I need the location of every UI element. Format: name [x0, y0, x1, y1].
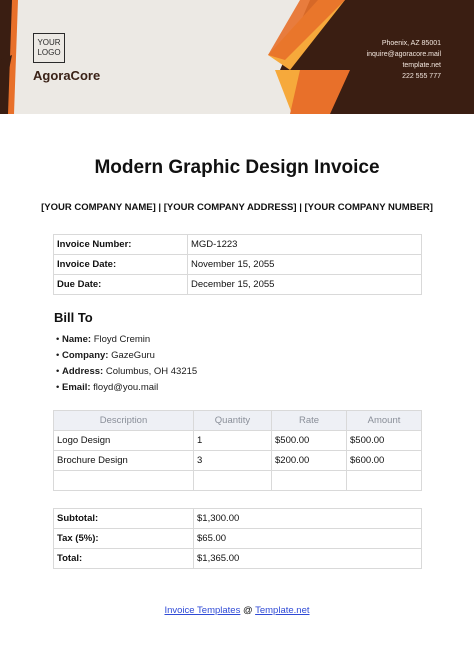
- table-row: [54, 529, 422, 549]
- company-line: [YOUR COMPANY NAME] | [YOUR COMPANY ADDRESS] | [YOUR COMPANY NUMBER]: [41, 202, 433, 213]
- contact-info: [367, 38, 441, 82]
- bill-value: floyd@you.mail: [93, 382, 159, 393]
- table-row: [54, 255, 422, 275]
- invoice-header: [0, 0, 474, 114]
- table-row: [54, 235, 422, 255]
- table-row: [54, 451, 422, 471]
- list-item: • Company: GazeGuru: [56, 350, 155, 361]
- table-row: [54, 471, 422, 491]
- brand-name: AgoraCore: [33, 68, 101, 83]
- line-items-table: [53, 410, 422, 491]
- totals-table: [53, 508, 422, 569]
- info-label: Due Date:: [54, 275, 188, 295]
- contact-email: inquire@agoracore.mail: [366, 51, 441, 58]
- item-quantity: 3: [194, 451, 272, 471]
- item-description: [54, 471, 194, 491]
- contact-website: template.net: [402, 62, 441, 69]
- bill-to-heading: Bill To: [54, 310, 93, 325]
- totals-label: Total:: [54, 549, 194, 569]
- table-row: [54, 275, 422, 295]
- bill-value: Floyd Cremin: [93, 334, 151, 345]
- column-header: Amount: [347, 411, 422, 431]
- totals-value: $1,300.00: [194, 509, 422, 529]
- item-quantity: 1: [194, 431, 272, 451]
- bill-label: Email:: [62, 382, 91, 393]
- footer: [0, 605, 474, 616]
- table-row: [54, 509, 422, 529]
- page-title: Modern Graphic Design Invoice: [94, 157, 380, 178]
- invoice-info-table: [53, 234, 422, 295]
- bill-label: Address:: [62, 366, 104, 377]
- column-header: Rate: [272, 411, 347, 431]
- table-row: [54, 431, 422, 451]
- list-item: • Address: Columbus, OH 43215: [56, 366, 198, 377]
- totals-label: Tax (5%):: [54, 529, 194, 549]
- list-item: • Email: floyd@you.mail: [56, 382, 159, 393]
- bill-to-list: [56, 332, 197, 396]
- invoice-templates-link[interactable]: Invoice Templates: [164, 605, 241, 616]
- logo-placeholder: YOUR LOGO: [33, 33, 65, 63]
- template-net-link[interactable]: Template.net: [255, 605, 310, 616]
- item-amount: [347, 471, 422, 491]
- bill-value: GazeGuru: [111, 350, 155, 361]
- column-header: Quantity: [194, 411, 272, 431]
- item-rate: $500.00: [272, 431, 347, 451]
- info-value: November 15, 2055: [188, 255, 422, 275]
- bill-value: Columbus, OH 43215: [105, 366, 198, 377]
- totals-value: $65.00: [194, 529, 422, 549]
- info-label: Invoice Date:: [54, 255, 188, 275]
- info-value: December 15, 2055: [188, 275, 422, 295]
- info-label: Invoice Number:: [54, 235, 188, 255]
- item-description: Logo Design: [54, 431, 194, 451]
- totals-label: Subtotal:: [54, 509, 194, 529]
- totals-value: $1,365.00: [194, 549, 422, 569]
- footer-separator: @: [242, 605, 253, 616]
- contact-address: Phoenix, AZ 85001: [381, 40, 441, 47]
- item-amount: $500.00: [347, 431, 422, 451]
- info-value: MGD-1223: [188, 235, 422, 255]
- item-rate: $200.00: [272, 451, 347, 471]
- item-description: Brochure Design: [54, 451, 194, 471]
- item-rate: [272, 471, 347, 491]
- column-header: Description: [54, 411, 194, 431]
- item-quantity: [194, 471, 272, 491]
- table-header-row: [54, 411, 422, 431]
- table-row: [54, 549, 422, 569]
- contact-phone: 222 555 777: [402, 73, 441, 80]
- item-amount: $600.00: [347, 451, 422, 471]
- list-item: • Name: Floyd Cremin: [56, 334, 151, 345]
- bill-label: Company:: [62, 350, 109, 361]
- bill-label: Name:: [62, 334, 92, 345]
